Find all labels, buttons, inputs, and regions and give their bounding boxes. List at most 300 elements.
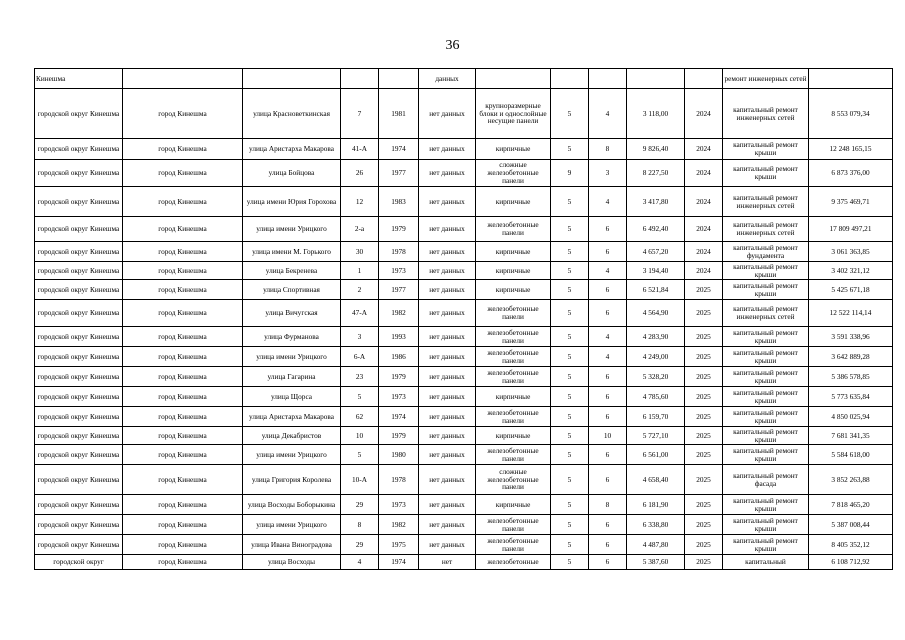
cell-entrances: 8 xyxy=(589,495,627,515)
cell-build-year: 1974 xyxy=(379,139,419,160)
cell-build-year xyxy=(379,69,419,89)
cell-area: 6 338,80 xyxy=(627,515,685,535)
cell-floors: 5 xyxy=(551,300,589,327)
cell-area: 6 521,84 xyxy=(627,280,685,300)
cell-entrances: 6 xyxy=(589,300,627,327)
cell-info: нет данных xyxy=(419,387,476,407)
table-row xyxy=(35,445,893,465)
cell-year: 2024 xyxy=(685,242,723,262)
cell-settlement: город Кинешма xyxy=(123,427,243,445)
cell-floors: 9 xyxy=(551,160,589,187)
cell-info: нет xyxy=(419,555,476,570)
cell-area xyxy=(627,69,685,89)
cell-build-year: 1980 xyxy=(379,445,419,465)
cell-year: 2024 xyxy=(685,187,723,217)
cell-wall-material: сложные железобетонные панели xyxy=(476,465,551,495)
cell-area: 4 564,90 xyxy=(627,300,685,327)
cell-floors: 5 xyxy=(551,217,589,242)
cell-work-type: капитальный ремонт крыши xyxy=(723,535,809,555)
cell-house-number: 3 xyxy=(341,327,379,347)
cell-floors: 5 xyxy=(551,427,589,445)
cell-wall-material: сложные железобетонные панели xyxy=(476,160,551,187)
cell-floors: 5 xyxy=(551,535,589,555)
table-row xyxy=(35,160,893,187)
cell-cost: 8 553 079,34 xyxy=(809,89,893,139)
cell-area: 6 159,70 xyxy=(627,407,685,427)
cell-municipality: городской округ Кинешма xyxy=(35,89,123,139)
table-row xyxy=(35,427,893,445)
cell-house-number: 10 xyxy=(341,427,379,445)
cell-settlement: город Кинешма xyxy=(123,280,243,300)
cell-settlement: город Кинешма xyxy=(123,300,243,327)
cell-wall-material: кирпичные xyxy=(476,495,551,515)
cell-settlement: город Кинешма xyxy=(123,387,243,407)
cell-cost: 3 591 338,96 xyxy=(809,327,893,347)
cell-build-year: 1973 xyxy=(379,262,419,280)
cell-municipality: городской округ Кинешма xyxy=(35,160,123,187)
table-row xyxy=(35,407,893,427)
cell-info: нет данных xyxy=(419,242,476,262)
cell-settlement: город Кинешма xyxy=(123,262,243,280)
cell-floors: 5 xyxy=(551,555,589,570)
cell-work-type: капитальный ремонт инженерных сетей xyxy=(723,187,809,217)
table-row xyxy=(35,387,893,407)
cell-municipality: городской округ Кинешма xyxy=(35,535,123,555)
cell-year: 2024 xyxy=(685,217,723,242)
cell-cost: 12 248 165,15 xyxy=(809,139,893,160)
cell-area: 4 657,20 xyxy=(627,242,685,262)
table-row xyxy=(35,465,893,495)
cell-year: 2025 xyxy=(685,535,723,555)
cell-entrances xyxy=(589,69,627,89)
cell-street: улица Фурманова xyxy=(243,327,341,347)
cell-info: нет данных xyxy=(419,89,476,139)
cell-municipality: городской округ Кинешма xyxy=(35,387,123,407)
cell-house-number xyxy=(341,69,379,89)
cell-year: 2025 xyxy=(685,300,723,327)
cell-area: 4 658,40 xyxy=(627,465,685,495)
cell-build-year: 1978 xyxy=(379,242,419,262)
cell-settlement: город Кинешма xyxy=(123,217,243,242)
cell-area: 4 249,00 xyxy=(627,347,685,367)
cell-house-number: 29 xyxy=(341,495,379,515)
cell-entrances: 6 xyxy=(589,280,627,300)
table-row xyxy=(35,139,893,160)
cell-cost: 7 818 465,20 xyxy=(809,495,893,515)
cell-floors: 5 xyxy=(551,495,589,515)
housing-repair-table xyxy=(34,68,893,570)
cell-year: 2025 xyxy=(685,495,723,515)
cell-settlement xyxy=(123,69,243,89)
cell-floors: 5 xyxy=(551,445,589,465)
cell-cost: 5 584 618,00 xyxy=(809,445,893,465)
cell-build-year: 1993 xyxy=(379,327,419,347)
cell-cost: 9 375 469,71 xyxy=(809,187,893,217)
cell-build-year: 1986 xyxy=(379,347,419,367)
cell-cost: 12 522 114,14 xyxy=(809,300,893,327)
cell-house-number: 2 xyxy=(341,280,379,300)
cell-work-type: капитальный ремонт крыши xyxy=(723,387,809,407)
cell-entrances: 4 xyxy=(589,262,627,280)
cell-street: улица имени Урицкого xyxy=(243,347,341,367)
cell-cost: 3 852 263,88 xyxy=(809,465,893,495)
cell-entrances: 10 xyxy=(589,427,627,445)
cell-street: улица Красноветкинская xyxy=(243,89,341,139)
table-row xyxy=(35,535,893,555)
cell-cost: 5 425 671,18 xyxy=(809,280,893,300)
cell-year xyxy=(685,69,723,89)
table-row xyxy=(35,217,893,242)
cell-street: улица Григория Королева xyxy=(243,465,341,495)
table-row xyxy=(35,347,893,367)
cell-municipality: городской округ Кинешма xyxy=(35,515,123,535)
cell-area: 3 194,40 xyxy=(627,262,685,280)
cell-entrances: 6 xyxy=(589,555,627,570)
cell-municipality: городской округ Кинешма xyxy=(35,347,123,367)
cell-build-year: 1974 xyxy=(379,407,419,427)
cell-entrances: 6 xyxy=(589,367,627,387)
cell-entrances: 4 xyxy=(589,187,627,217)
cell-year: 2025 xyxy=(685,407,723,427)
cell-wall-material: железобетонные панели xyxy=(476,347,551,367)
cell-entrances: 6 xyxy=(589,445,627,465)
cell-build-year: 1973 xyxy=(379,495,419,515)
table-row xyxy=(35,515,893,535)
cell-area: 3 417,80 xyxy=(627,187,685,217)
cell-house-number: 12 xyxy=(341,187,379,217)
cell-wall-material: железобетонные панели xyxy=(476,300,551,327)
cell-work-type: ремонт инженерных сетей xyxy=(723,69,809,89)
cell-street: улица имени Урицкого xyxy=(243,515,341,535)
cell-build-year: 1982 xyxy=(379,515,419,535)
cell-street: улица Восходы Боборыкина xyxy=(243,495,341,515)
cell-year: 2024 xyxy=(685,262,723,280)
cell-cost: 5 773 635,84 xyxy=(809,387,893,407)
cell-floors: 5 xyxy=(551,280,589,300)
table-row xyxy=(35,555,893,570)
cell-build-year: 1977 xyxy=(379,280,419,300)
cell-build-year: 1982 xyxy=(379,300,419,327)
cell-cost: 4 850 025,94 xyxy=(809,407,893,427)
cell-entrances: 3 xyxy=(589,160,627,187)
cell-house-number: 26 xyxy=(341,160,379,187)
cell-municipality: городской округ Кинешма xyxy=(35,139,123,160)
cell-wall-material: железобетонные панели xyxy=(476,535,551,555)
cell-street: улица Бекренева xyxy=(243,262,341,280)
cell-settlement: город Кинешма xyxy=(123,445,243,465)
cell-settlement: город Кинешма xyxy=(123,407,243,427)
cell-area: 4 487,80 xyxy=(627,535,685,555)
table-row xyxy=(35,300,893,327)
cell-year: 2025 xyxy=(685,387,723,407)
table-row xyxy=(35,280,893,300)
table-row xyxy=(35,262,893,280)
table-row xyxy=(35,242,893,262)
cell-info: нет данных xyxy=(419,367,476,387)
cell-street: улица Аристарха Макарова xyxy=(243,139,341,160)
cell-wall-material: железобетонные панели xyxy=(476,367,551,387)
cell-wall-material: кирпичные xyxy=(476,427,551,445)
cell-settlement: город Кинешма xyxy=(123,515,243,535)
table-row xyxy=(35,367,893,387)
cell-work-type: капитальный ремонт крыши xyxy=(723,367,809,387)
cell-street: улица Вичугская xyxy=(243,300,341,327)
cell-info: нет данных xyxy=(419,327,476,347)
cell-house-number: 41-А xyxy=(341,139,379,160)
cell-settlement: город Кинешма xyxy=(123,347,243,367)
cell-build-year: 1973 xyxy=(379,387,419,407)
cell-entrances: 6 xyxy=(589,242,627,262)
cell-municipality: Кинешма xyxy=(35,69,123,89)
cell-work-type: капитальный ремонт крыши xyxy=(723,427,809,445)
cell-area: 9 826,40 xyxy=(627,139,685,160)
cell-street: улица Ивана Виноградова xyxy=(243,535,341,555)
cell-wall-material: железобетонные xyxy=(476,555,551,570)
cell-info: нет данных xyxy=(419,187,476,217)
cell-house-number: 62 xyxy=(341,407,379,427)
cell-floors: 5 xyxy=(551,347,589,367)
cell-cost: 3 402 321,12 xyxy=(809,262,893,280)
cell-year: 2025 xyxy=(685,427,723,445)
cell-work-type: капитальный ремонт инженерных сетей xyxy=(723,300,809,327)
cell-entrances: 4 xyxy=(589,89,627,139)
cell-build-year: 1979 xyxy=(379,367,419,387)
cell-street: улица имени Урицкого xyxy=(243,217,341,242)
cell-municipality: городской округ Кинешма xyxy=(35,280,123,300)
cell-house-number: 4 xyxy=(341,555,379,570)
cell-work-type: капитальный ремонт инженерных сетей xyxy=(723,89,809,139)
cell-municipality: городской округ Кинешма xyxy=(35,327,123,347)
cell-street: улица Спортивная xyxy=(243,280,341,300)
cell-area: 5 387,60 xyxy=(627,555,685,570)
cell-entrances: 6 xyxy=(589,407,627,427)
cell-info: нет данных xyxy=(419,427,476,445)
cell-municipality: городской округ Кинешма xyxy=(35,427,123,445)
cell-floors: 5 xyxy=(551,262,589,280)
cell-year: 2025 xyxy=(685,347,723,367)
cell-info: нет данных xyxy=(419,262,476,280)
page-number: 36 xyxy=(445,38,460,53)
cell-settlement: город Кинешма xyxy=(123,139,243,160)
cell-wall-material xyxy=(476,69,551,89)
cell-year: 2025 xyxy=(685,327,723,347)
cell-municipality: городской округ xyxy=(35,555,123,570)
cell-wall-material: кирпичные xyxy=(476,242,551,262)
cell-settlement: город Кинешма xyxy=(123,187,243,217)
cell-area: 4 785,60 xyxy=(627,387,685,407)
cell-year: 2025 xyxy=(685,465,723,495)
cell-entrances: 6 xyxy=(589,465,627,495)
cell-entrances: 4 xyxy=(589,347,627,367)
cell-floors: 5 xyxy=(551,242,589,262)
cell-wall-material: крупноразмерные блоки и однослойные несущие панели xyxy=(476,89,551,139)
cell-work-type: капитальный ремонт крыши xyxy=(723,495,809,515)
table-row xyxy=(35,89,893,139)
cell-entrances: 6 xyxy=(589,515,627,535)
cell-floors: 5 xyxy=(551,139,589,160)
cell-work-type: капитальный ремонт крыши xyxy=(723,160,809,187)
cell-entrances: 6 xyxy=(589,387,627,407)
cell-build-year: 1981 xyxy=(379,89,419,139)
cell-floors: 5 xyxy=(551,367,589,387)
cell-cost: 5 387 008,44 xyxy=(809,515,893,535)
cell-area: 5 727,10 xyxy=(627,427,685,445)
cell-area: 3 118,00 xyxy=(627,89,685,139)
cell-info: нет данных xyxy=(419,217,476,242)
cell-work-type: капитальный ремонт крыши xyxy=(723,445,809,465)
cell-settlement: город Кинешма xyxy=(123,160,243,187)
cell-wall-material: железобетонные панели xyxy=(476,515,551,535)
cell-info: нет данных xyxy=(419,280,476,300)
cell-info: нет данных xyxy=(419,445,476,465)
cell-year: 2024 xyxy=(685,139,723,160)
cell-build-year: 1979 xyxy=(379,217,419,242)
cell-cost: 6 873 376,00 xyxy=(809,160,893,187)
cell-info: данных xyxy=(419,69,476,89)
cell-house-number: 1 xyxy=(341,262,379,280)
cell-area: 6 561,00 xyxy=(627,445,685,465)
cell-settlement: город Кинешма xyxy=(123,327,243,347)
cell-municipality: городской округ Кинешма xyxy=(35,217,123,242)
cell-work-type: капитальный ремонт крыши xyxy=(723,139,809,160)
cell-street: улица имени Юрия Горохова xyxy=(243,187,341,217)
cell-wall-material: железобетонные панели xyxy=(476,327,551,347)
cell-settlement: город Кинешма xyxy=(123,535,243,555)
cell-area: 4 283,90 xyxy=(627,327,685,347)
cell-year: 2025 xyxy=(685,367,723,387)
cell-municipality: городской округ Кинешма xyxy=(35,445,123,465)
cell-cost: 6 108 712,92 xyxy=(809,555,893,570)
cell-street: улица Декабристов xyxy=(243,427,341,445)
cell-work-type: капитальный ремонт крыши xyxy=(723,515,809,535)
cell-settlement: город Кинешма xyxy=(123,242,243,262)
cell-build-year: 1975 xyxy=(379,535,419,555)
table-body xyxy=(35,69,893,570)
cell-info: нет данных xyxy=(419,300,476,327)
cell-build-year: 1978 xyxy=(379,465,419,495)
cell-cost xyxy=(809,69,893,89)
cell-entrances: 6 xyxy=(589,535,627,555)
cell-floors: 5 xyxy=(551,387,589,407)
cell-settlement: город Кинешма xyxy=(123,555,243,570)
cell-build-year: 1974 xyxy=(379,555,419,570)
cell-street: улица Щорса xyxy=(243,387,341,407)
cell-cost: 7 681 341,35 xyxy=(809,427,893,445)
cell-house-number: 6-А xyxy=(341,347,379,367)
cell-info: нет данных xyxy=(419,515,476,535)
cell-house-number: 5 xyxy=(341,445,379,465)
cell-house-number: 5 xyxy=(341,387,379,407)
cell-floors: 5 xyxy=(551,327,589,347)
table-row xyxy=(35,69,893,89)
cell-year: 2024 xyxy=(685,89,723,139)
cell-house-number: 29 xyxy=(341,535,379,555)
cell-area: 6 181,90 xyxy=(627,495,685,515)
cell-house-number: 2-а xyxy=(341,217,379,242)
cell-street: улица Восходы xyxy=(243,555,341,570)
cell-wall-material: железобетонные панели xyxy=(476,407,551,427)
cell-area: 6 492,40 xyxy=(627,217,685,242)
cell-street: улица Гагарина xyxy=(243,367,341,387)
cell-municipality: городской округ Кинешма xyxy=(35,300,123,327)
cell-street: улица Бойцова xyxy=(243,160,341,187)
cell-settlement: город Кинешма xyxy=(123,89,243,139)
cell-settlement: город Кинешма xyxy=(123,367,243,387)
cell-info: нет данных xyxy=(419,160,476,187)
cell-wall-material: кирпичные xyxy=(476,187,551,217)
cell-build-year: 1977 xyxy=(379,160,419,187)
cell-wall-material: кирпичные xyxy=(476,280,551,300)
cell-area: 8 227,50 xyxy=(627,160,685,187)
cell-floors: 5 xyxy=(551,187,589,217)
cell-work-type: капитальный ремонт фундамента xyxy=(723,242,809,262)
cell-info: нет данных xyxy=(419,347,476,367)
cell-info: нет данных xyxy=(419,465,476,495)
cell-year: 2024 xyxy=(685,160,723,187)
cell-municipality: городской округ Кинешма xyxy=(35,242,123,262)
cell-house-number: 10-А xyxy=(341,465,379,495)
cell-municipality: городской округ Кинешма xyxy=(35,367,123,387)
cell-work-type: капитальный ремонт крыши xyxy=(723,327,809,347)
cell-work-type: капитальный ремонт крыши xyxy=(723,347,809,367)
cell-info: нет данных xyxy=(419,535,476,555)
cell-street xyxy=(243,69,341,89)
cell-house-number: 30 xyxy=(341,242,379,262)
cell-year: 2025 xyxy=(685,445,723,465)
cell-house-number: 8 xyxy=(341,515,379,535)
cell-house-number: 23 xyxy=(341,367,379,387)
cell-municipality: городской округ Кинешма xyxy=(35,495,123,515)
cell-wall-material: кирпичные xyxy=(476,387,551,407)
cell-info: нет данных xyxy=(419,407,476,427)
cell-work-type: капитальный ремонт фасада xyxy=(723,465,809,495)
cell-build-year: 1979 xyxy=(379,427,419,445)
cell-house-number: 7 xyxy=(341,89,379,139)
cell-cost: 3 061 363,85 xyxy=(809,242,893,262)
cell-floors xyxy=(551,69,589,89)
cell-year: 2025 xyxy=(685,555,723,570)
cell-wall-material: кирпичные xyxy=(476,139,551,160)
cell-cost: 5 386 578,85 xyxy=(809,367,893,387)
table-row xyxy=(35,495,893,515)
cell-house-number: 47-А xyxy=(341,300,379,327)
cell-floors: 5 xyxy=(551,89,589,139)
cell-municipality: городской округ Кинешма xyxy=(35,262,123,280)
cell-entrances: 8 xyxy=(589,139,627,160)
cell-settlement: город Кинешма xyxy=(123,465,243,495)
cell-work-type: капитальный ремонт крыши xyxy=(723,280,809,300)
cell-street: улица имени М. Горького xyxy=(243,242,341,262)
cell-entrances: 4 xyxy=(589,327,627,347)
cell-work-type: капитальный ремонт крыши xyxy=(723,407,809,427)
cell-build-year: 1983 xyxy=(379,187,419,217)
cell-cost: 8 405 352,12 xyxy=(809,535,893,555)
cell-floors: 5 xyxy=(551,465,589,495)
cell-cost: 17 809 497,21 xyxy=(809,217,893,242)
cell-floors: 5 xyxy=(551,515,589,535)
cell-floors: 5 xyxy=(551,407,589,427)
cell-year: 2025 xyxy=(685,515,723,535)
cell-wall-material: железобетонные панели xyxy=(476,217,551,242)
cell-year: 2025 xyxy=(685,280,723,300)
cell-settlement: город Кинешма xyxy=(123,495,243,515)
cell-work-type: капитальный ремонт крыши xyxy=(723,262,809,280)
cell-municipality: городской округ Кинешма xyxy=(35,187,123,217)
cell-info: нет данных xyxy=(419,139,476,160)
cell-area: 5 328,20 xyxy=(627,367,685,387)
cell-info: нет данных xyxy=(419,495,476,515)
cell-work-type: капитальный ремонт инженерных сетей xyxy=(723,217,809,242)
